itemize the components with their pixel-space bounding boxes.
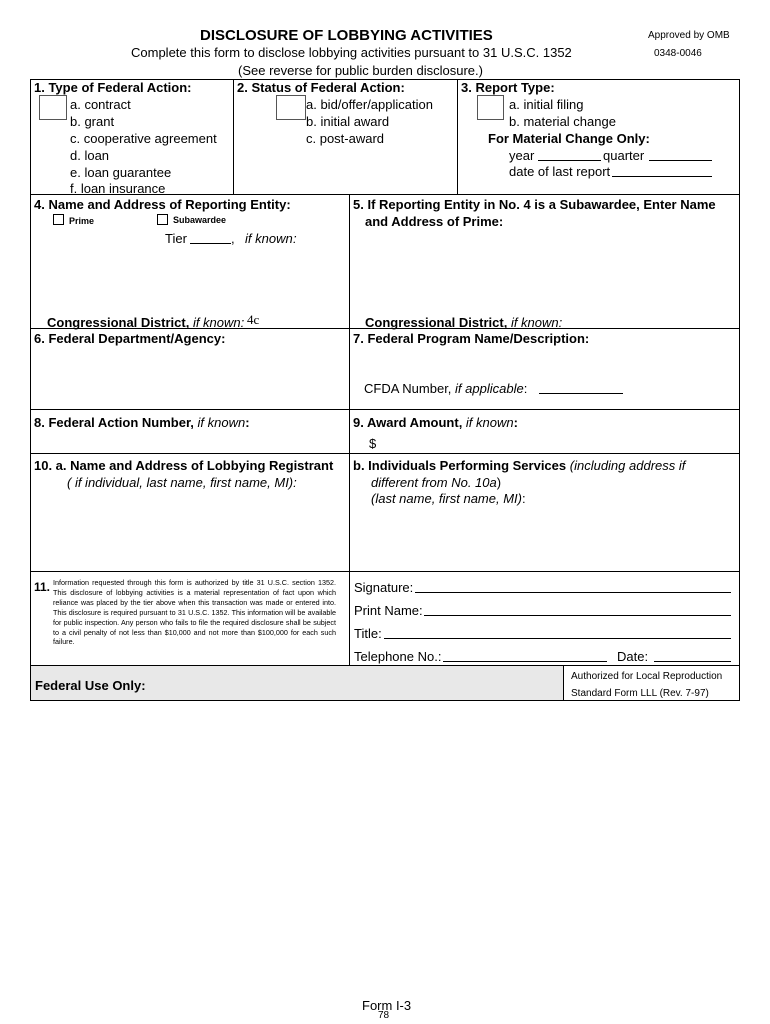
cfda-label bbox=[364, 381, 527, 396]
cd4-comma: , bbox=[185, 315, 193, 330]
report-option-b: b. material change bbox=[509, 114, 616, 129]
section1-heading: 1. Type of Federal Action: bbox=[34, 80, 192, 95]
omb-approved-label: Approved by OMB bbox=[648, 30, 730, 41]
prime-label: Prime bbox=[69, 216, 95, 226]
year-label: year bbox=[509, 148, 535, 163]
subawardee-checkbox[interactable] bbox=[157, 214, 168, 225]
divider-row10-11 bbox=[30, 571, 740, 572]
form-label: Form I-3 bbox=[362, 998, 412, 1013]
section10a-subheading: ( if individual, last name, first name, MI): bbox=[67, 475, 297, 490]
divider-2-3 bbox=[457, 79, 458, 194]
cfda-number-field[interactable] bbox=[539, 393, 623, 394]
print-name-label: Print Name: bbox=[354, 603, 423, 618]
frame-right bbox=[739, 79, 740, 701]
section2-heading: 2. Status of Federal Action: bbox=[237, 80, 405, 95]
print-name-field[interactable] bbox=[424, 615, 731, 616]
authorized-reproduction: Authorized for Local Reproduction bbox=[571, 671, 723, 682]
cfda-text: CFDA Number, bbox=[364, 381, 456, 396]
cd5-if-known: if known bbox=[510, 315, 559, 330]
cfda-colon: : bbox=[523, 381, 528, 396]
type-option-c: c. cooperative agreement bbox=[70, 131, 217, 146]
type-of-action-box[interactable] bbox=[39, 95, 67, 120]
divider-center bbox=[349, 194, 350, 666]
type-option-b: b. grant bbox=[70, 114, 115, 129]
form-subtitle: Complete this form to disclose lobbying activities pursuant to 31 U.S.C. 1352 bbox=[131, 45, 572, 60]
tier-if-known: if known bbox=[245, 231, 293, 246]
omb-number: 0348-0046 bbox=[654, 48, 702, 59]
type-option-e: e. loan guarantee bbox=[70, 165, 172, 180]
form-title: DISCLOSURE OF LOBBYING ACTIVITIES bbox=[200, 27, 493, 44]
title-field[interactable] bbox=[384, 638, 731, 639]
divider-row8-10 bbox=[30, 453, 740, 454]
frame-left bbox=[30, 79, 31, 701]
s9-text: 9. Award Amount, bbox=[353, 415, 466, 430]
divider-1-2 bbox=[233, 79, 234, 194]
signature-field[interactable] bbox=[415, 592, 731, 593]
s8-text: 8. Federal Action Number, bbox=[34, 415, 198, 430]
section10b-line2 bbox=[371, 475, 501, 490]
s10b-line3-close: : bbox=[521, 491, 526, 506]
cd5-comma: , bbox=[503, 315, 511, 330]
telephone-label: Telephone No.: bbox=[354, 649, 442, 664]
date-field[interactable] bbox=[654, 661, 731, 662]
cd4-if-known: if known bbox=[192, 315, 241, 330]
signature-label: Signature: bbox=[354, 580, 414, 595]
s10b-line2-text: different from No. 10a bbox=[371, 475, 497, 490]
type-option-a: a. contract bbox=[70, 97, 131, 112]
s10b-line3-text: (last name, first name, MI) bbox=[371, 491, 522, 506]
s9-colon: : bbox=[513, 415, 518, 430]
congressional-district-value-4[interactable]: 4c bbox=[247, 312, 260, 327]
s10b-text: b. Individuals Performing Services bbox=[353, 458, 567, 473]
year-field[interactable] bbox=[538, 160, 601, 161]
report-option-a: a. initial filing bbox=[509, 97, 584, 112]
tier-field[interactable] bbox=[190, 243, 231, 244]
s10b-line2-close: ) bbox=[496, 475, 502, 490]
section10a-heading: 10. a. Name and Address of Lobbying Registrant bbox=[34, 458, 334, 473]
congressional-district-label-4 bbox=[47, 315, 244, 330]
section7-heading: 7. Federal Program Name/Description: bbox=[353, 331, 590, 346]
cd5-text: Congressional District bbox=[365, 315, 504, 330]
material-change-heading: For Material Change Only: bbox=[488, 131, 650, 146]
date-last-report-field[interactable] bbox=[612, 176, 712, 177]
report-type-box[interactable] bbox=[477, 95, 504, 120]
cd4-text: Congressional District bbox=[47, 315, 186, 330]
divider-row6-8 bbox=[30, 409, 740, 410]
cd4-colon: : bbox=[240, 315, 245, 330]
type-option-f: f. loan insurance bbox=[70, 181, 166, 196]
section3-heading: 3. Report Type: bbox=[461, 80, 555, 95]
cfda-if-applicable: if applicable bbox=[455, 381, 524, 396]
form-subtitle-note: (See reverse for public burden disclosure.) bbox=[238, 63, 483, 78]
s8-if-known: if known bbox=[197, 415, 246, 430]
section9-heading bbox=[353, 415, 518, 430]
s10b-paren: (including address if bbox=[569, 458, 686, 473]
telephone-field[interactable] bbox=[443, 661, 607, 662]
tier-comma: , bbox=[231, 231, 235, 246]
type-option-d: d. loan bbox=[70, 148, 110, 163]
quarter-field[interactable] bbox=[649, 160, 712, 161]
cd5-colon: : bbox=[558, 315, 563, 330]
section10b-heading bbox=[353, 458, 685, 473]
section5-heading-line2: and Address of Prime: bbox=[365, 214, 504, 229]
standard-form-label: Standard Form LLL (Rev. 7-97) bbox=[571, 688, 709, 699]
tier-colon: : bbox=[293, 231, 297, 246]
title-label: Title: bbox=[354, 626, 382, 641]
section5-heading-line1: 5. If Reporting Entity in No. 4 is a Subawardee, Enter Name bbox=[353, 197, 716, 212]
award-amount-currency: $ bbox=[369, 436, 377, 451]
status-option-a: a. bid/offer/application bbox=[306, 97, 433, 112]
prime-checkbox[interactable] bbox=[53, 214, 64, 225]
congressional-district-label-5 bbox=[365, 315, 562, 330]
status-option-c: c. post-award bbox=[306, 131, 385, 146]
section6-heading: 6. Federal Department/Agency: bbox=[34, 331, 226, 346]
section4-heading: 4. Name and Address of Reporting Entity: bbox=[34, 197, 291, 212]
date-last-report-label: date of last report bbox=[509, 164, 611, 179]
s9-if-known: if known bbox=[465, 415, 514, 430]
s8-colon: : bbox=[245, 415, 250, 430]
divider-footer bbox=[563, 665, 564, 700]
date-label: Date: bbox=[617, 649, 649, 664]
section10b-line3 bbox=[371, 491, 526, 506]
tier-label: Tier bbox=[165, 231, 187, 246]
federal-use-only-label: Federal Use Only: bbox=[35, 678, 146, 693]
status-option-b: b. initial award bbox=[306, 114, 390, 129]
section8-heading bbox=[34, 415, 250, 430]
subawardee-label: Subawardee bbox=[173, 215, 227, 225]
section11-notice: Information requested through this form is authorized by title 31 U.S.C. section 1352. This disclosure of lobbying activities is a material representation of fact upon which reliance was placed by the tier above when this transaction was made or entered into. This disclosure is required pursuant to 31 U.S.C. 1352. This information will be available for public inspection. Any person who fails to file the required disclosure shall be subject to a civil penalty of not less than $10,000 and not more than $100,000 for each such failure. bbox=[53, 578, 336, 647]
status-of-action-box[interactable] bbox=[276, 95, 306, 120]
section11-number: 11. bbox=[34, 580, 51, 594]
frame-bottom bbox=[30, 700, 740, 701]
quarter-label: quarter bbox=[603, 148, 645, 163]
page-number: 78 bbox=[378, 1010, 390, 1021]
